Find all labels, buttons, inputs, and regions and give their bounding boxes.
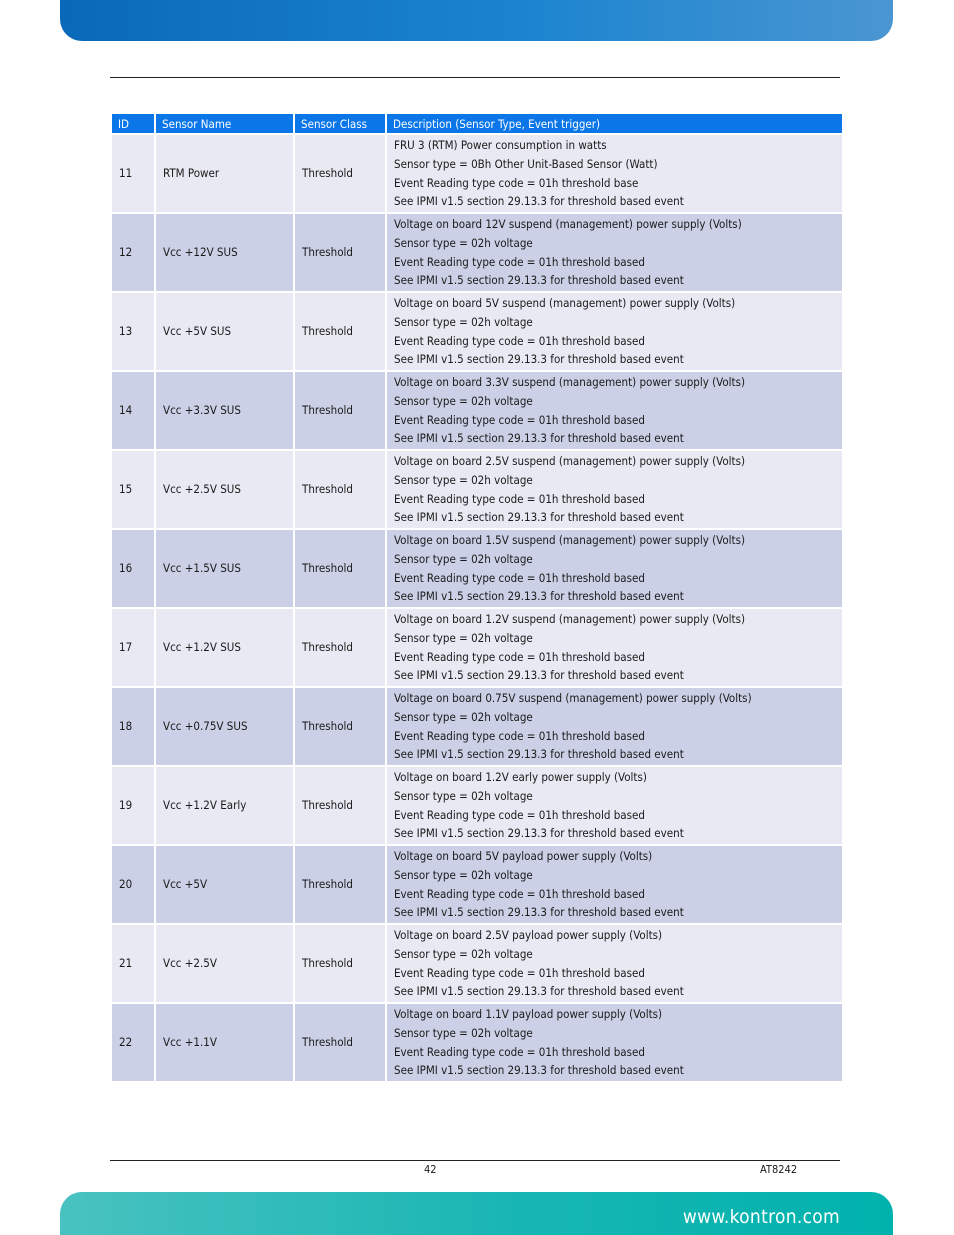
description-line: See IPMI v1.5 section 29.13.3 for threshold based event	[394, 747, 684, 762]
table-row	[112, 451, 842, 530]
sensor-description-cell	[385, 688, 842, 767]
table-row	[112, 767, 842, 846]
sensor-description-cell	[385, 1004, 842, 1083]
sensor-id-cell: 22	[112, 1004, 154, 1083]
description-line: Event Reading type code = 01h threshold base	[394, 175, 639, 190]
description-line: Sensor type = 02h voltage	[394, 1025, 533, 1040]
sensor-id-cell: 20	[112, 846, 154, 925]
table-row	[112, 135, 842, 214]
description-line: Sensor type = 02h voltage	[394, 709, 533, 724]
sensor-id-cell: 14	[112, 372, 154, 451]
description-line: Sensor type = 02h voltage	[394, 630, 533, 645]
table-row	[112, 609, 842, 688]
table-row	[112, 1004, 842, 1083]
sensor-id-cell: 13	[112, 293, 154, 372]
description-line: Sensor type = 02h voltage	[394, 946, 533, 961]
sensor-description-cell	[385, 846, 842, 925]
column-header-id: ID	[112, 114, 154, 135]
description-line: Voltage on board 3.3V suspend (management) power supply (Volts)	[394, 374, 746, 389]
sensor-id-cell: 16	[112, 530, 154, 609]
sensor-name-cell: Vcc +1.2V Early	[154, 767, 293, 846]
sensor-name-cell: Vcc +1.5V SUS	[154, 530, 293, 609]
sensor-id-cell: 21	[112, 925, 154, 1004]
header-banner	[60, 0, 893, 41]
description-line: Event Reading type code = 01h threshold based	[394, 1044, 645, 1059]
sensor-name-cell: Vcc +2.5V	[154, 925, 293, 1004]
description-line: See IPMI v1.5 section 29.13.3 for threshold based event	[394, 194, 684, 209]
page-number: 42	[424, 1163, 437, 1176]
description-line: Event Reading type code = 01h threshold based	[394, 886, 645, 901]
description-line: Voltage on board 1.1V payload power supply (Volts)	[394, 1006, 663, 1021]
description-line: Voltage on board 1.2V suspend (management) power supply (Volts)	[394, 611, 746, 626]
sensor-name-cell: Vcc +0.75V SUS	[154, 688, 293, 767]
sensor-class-cell: Threshold	[293, 451, 385, 530]
description-line: Event Reading type code = 01h threshold based	[394, 965, 645, 980]
sensor-id-cell: 12	[112, 214, 154, 293]
sensor-class-cell: Threshold	[293, 846, 385, 925]
sensor-description-cell	[385, 451, 842, 530]
description-line: Voltage on board 1.5V suspend (management) power supply (Volts)	[394, 532, 746, 547]
description-line: See IPMI v1.5 section 29.13.3 for threshold based event	[394, 984, 684, 999]
sensor-description-cell	[385, 925, 842, 1004]
description-line: Event Reading type code = 01h threshold based	[394, 412, 645, 427]
description-line: Event Reading type code = 01h threshold based	[394, 333, 645, 348]
description-line: Voltage on board 0.75V suspend (management) power supply (Volts)	[394, 690, 752, 705]
table-row	[112, 293, 842, 372]
description-line: Event Reading type code = 01h threshold based	[394, 491, 645, 506]
sensor-class-cell: Threshold	[293, 372, 385, 451]
sensor-class-cell: Threshold	[293, 925, 385, 1004]
description-line: Voltage on board 1.2V early power supply (Volts)	[394, 769, 647, 784]
sensor-name-cell: Vcc +12V SUS	[154, 214, 293, 293]
description-line: Voltage on board 5V payload power supply (Volts)	[394, 848, 653, 863]
description-line: See IPMI v1.5 section 29.13.3 for threshold based event	[394, 352, 684, 367]
table-row	[112, 214, 842, 293]
table-row	[112, 925, 842, 1004]
sensor-description-cell	[385, 372, 842, 451]
sensor-name-cell: RTM Power	[154, 135, 293, 214]
table-row	[112, 530, 842, 609]
table-row	[112, 372, 842, 451]
sensor-class-cell: Threshold	[293, 214, 385, 293]
description-line: Event Reading type code = 01h threshold based	[394, 807, 645, 822]
description-line: Sensor type = 02h voltage	[394, 393, 533, 408]
sensor-class-cell: Threshold	[293, 688, 385, 767]
description-line: Voltage on board 12V suspend (management) power supply (Volts)	[394, 216, 742, 231]
table-row	[112, 846, 842, 925]
table-row	[112, 688, 842, 767]
sensor-description-cell	[385, 609, 842, 688]
sensor-class-cell: Threshold	[293, 1004, 385, 1083]
description-line: Sensor type = 02h voltage	[394, 551, 533, 566]
sensor-id-cell: 15	[112, 451, 154, 530]
sensor-id-cell: 11	[112, 135, 154, 214]
sensor-name-cell: Vcc +1.1V	[154, 1004, 293, 1083]
sensor-class-cell: Threshold	[293, 609, 385, 688]
description-line: Sensor type = 0Bh Other Unit-Based Sensor (Watt)	[394, 156, 658, 171]
description-line: Event Reading type code = 01h threshold based	[394, 254, 645, 269]
sensor-description-cell	[385, 135, 842, 214]
description-line: Sensor type = 02h voltage	[394, 788, 533, 803]
description-line: Sensor type = 02h voltage	[394, 867, 533, 882]
sensor-class-cell: Threshold	[293, 767, 385, 846]
description-line: See IPMI v1.5 section 29.13.3 for threshold based event	[394, 589, 684, 604]
description-line: See IPMI v1.5 section 29.13.3 for threshold based event	[394, 431, 684, 446]
header-rule	[110, 77, 840, 78]
document-id: AT8242	[760, 1163, 798, 1176]
sensor-class-cell: Threshold	[293, 530, 385, 609]
description-line: See IPMI v1.5 section 29.13.3 for threshold based event	[394, 1063, 684, 1078]
sensor-name-cell: Vcc +2.5V SUS	[154, 451, 293, 530]
footer-rule	[110, 1160, 840, 1161]
sensor-description-cell	[385, 767, 842, 846]
sensor-id-cell: 19	[112, 767, 154, 846]
sensor-table	[112, 114, 842, 1083]
description-line: See IPMI v1.5 section 29.13.3 for threshold based event	[394, 510, 684, 525]
table-header-row	[112, 114, 842, 135]
sensor-description-cell	[385, 293, 842, 372]
sensor-description-cell	[385, 214, 842, 293]
column-header-sensor-name: Sensor Name	[154, 114, 293, 135]
sensor-name-cell: Vcc +3.3V SUS	[154, 372, 293, 451]
description-line: Voltage on board 2.5V payload power supply (Volts)	[394, 927, 663, 942]
description-line: Sensor type = 02h voltage	[394, 472, 533, 487]
description-line: See IPMI v1.5 section 29.13.3 for threshold based event	[394, 273, 684, 288]
sensor-name-cell: Vcc +1.2V SUS	[154, 609, 293, 688]
sensor-id-cell: 17	[112, 609, 154, 688]
description-line: Sensor type = 02h voltage	[394, 314, 533, 329]
sensor-class-cell: Threshold	[293, 135, 385, 214]
sensor-class-cell: Threshold	[293, 293, 385, 372]
website-link[interactable]: www.kontron.com	[682, 1206, 840, 1228]
sensor-description-cell	[385, 530, 842, 609]
description-line: FRU 3 (RTM) Power consumption in watts	[394, 137, 607, 152]
description-line: Voltage on board 5V suspend (management) power supply (Volts)	[394, 295, 736, 310]
description-line: Voltage on board 2.5V suspend (management) power supply (Volts)	[394, 453, 746, 468]
sensor-name-cell: Vcc +5V SUS	[154, 293, 293, 372]
footer-banner	[60, 1192, 893, 1235]
description-line: Sensor type = 02h voltage	[394, 235, 533, 250]
column-header-description: Description (Sensor Type, Event trigger)	[385, 114, 842, 135]
description-line: See IPMI v1.5 section 29.13.3 for threshold based event	[394, 905, 684, 920]
column-header-sensor-class: Sensor Class	[293, 114, 385, 135]
description-line: Event Reading type code = 01h threshold based	[394, 649, 645, 664]
description-line: See IPMI v1.5 section 29.13.3 for threshold based event	[394, 826, 684, 841]
description-line: See IPMI v1.5 section 29.13.3 for threshold based event	[394, 668, 684, 683]
sensor-id-cell: 18	[112, 688, 154, 767]
description-line: Event Reading type code = 01h threshold based	[394, 728, 645, 743]
sensor-name-cell: Vcc +5V	[154, 846, 293, 925]
description-line: Event Reading type code = 01h threshold based	[394, 570, 645, 585]
